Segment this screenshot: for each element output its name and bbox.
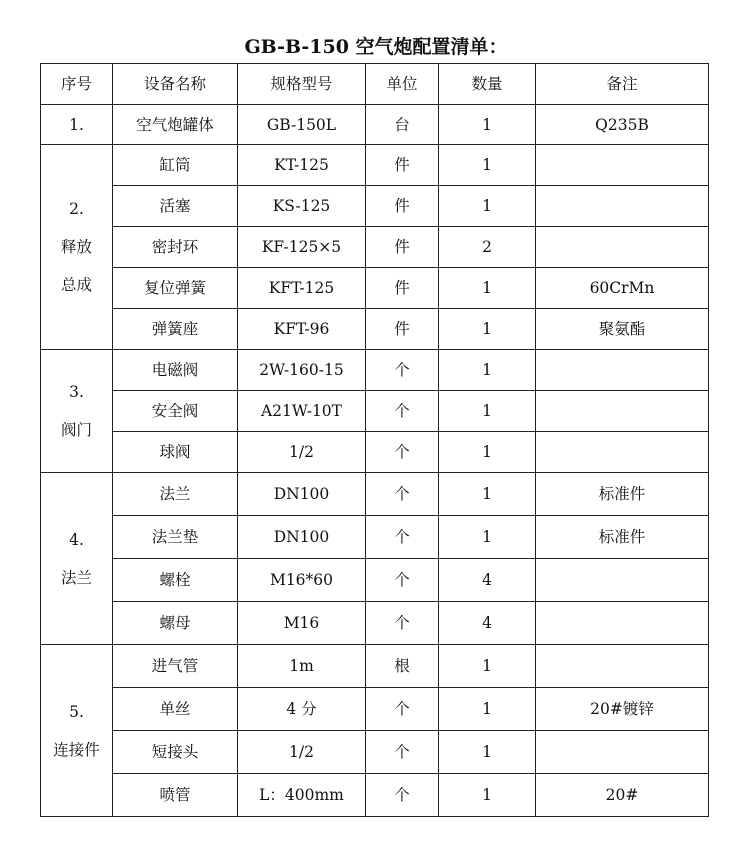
table-row <box>41 391 709 432</box>
group-number: 1. <box>69 115 84 134</box>
cell-spec: KFT-125 <box>238 268 366 309</box>
cell-unit: 根 <box>366 645 439 688</box>
cell-name: 活塞 <box>113 186 238 227</box>
table-row <box>41 145 709 186</box>
cell-name: 电磁阀 <box>113 350 238 391</box>
cell-name: 弹簧座 <box>113 309 238 350</box>
group-number: 3. <box>69 383 84 401</box>
cell-name: 短接头 <box>113 731 238 774</box>
table-row <box>41 559 709 602</box>
cell-qty: 1 <box>439 268 536 309</box>
cell-spec: KF-125×5 <box>238 227 366 268</box>
cell-unit: 个 <box>366 350 439 391</box>
cell-unit: 件 <box>366 145 439 186</box>
cell-name: 空气炮罐体 <box>113 105 238 145</box>
cell-qty: 1 <box>439 645 536 688</box>
cell-note: 60CrMn <box>536 268 709 309</box>
cell-spec: 2W-160-15 <box>238 350 366 391</box>
table-row <box>41 227 709 268</box>
cell-unit: 个 <box>366 473 439 516</box>
cell-note <box>536 350 709 391</box>
cell-qty: 4 <box>439 602 536 645</box>
header-qty: 数量 <box>439 64 536 105</box>
cell-name: 密封环 <box>113 227 238 268</box>
header-spec: 规格型号 <box>238 64 366 105</box>
table-row <box>41 731 709 774</box>
header-unit: 单位 <box>366 64 439 105</box>
config-table <box>40 63 709 817</box>
cell-spec: A21W-10T <box>238 391 366 432</box>
cell-spec: GB-150L <box>238 105 366 145</box>
cell-qty: 1 <box>439 186 536 227</box>
table-row <box>41 186 709 227</box>
cell-unit: 个 <box>366 559 439 602</box>
table-row <box>41 473 709 516</box>
cell-note: 聚氨酯 <box>536 309 709 350</box>
group-number: 2. <box>69 200 84 218</box>
cell-qty: 1 <box>439 105 536 145</box>
cell-spec: KS-125 <box>238 186 366 227</box>
cell-note <box>536 227 709 268</box>
cell-unit: 个 <box>366 688 439 731</box>
cell-qty: 1 <box>439 145 536 186</box>
cell-spec: KFT-96 <box>238 309 366 350</box>
cell-note: Q235B <box>536 105 709 145</box>
cell-note <box>536 391 709 432</box>
cell-name: 单丝 <box>113 688 238 731</box>
cell-spec: DN100 <box>238 516 366 559</box>
header-no: 序号 <box>41 64 113 105</box>
table-row <box>41 309 709 350</box>
cell-note <box>536 602 709 645</box>
cell-note: 标准件 <box>536 473 709 516</box>
cell-name: 复位弹簧 <box>113 268 238 309</box>
cell-spec: DN100 <box>238 473 366 516</box>
cell-spec: 4 分 <box>238 688 366 731</box>
table-row <box>41 645 709 688</box>
cell-qty: 1 <box>439 350 536 391</box>
cell-spec: M16 <box>238 602 366 645</box>
cell-note <box>536 186 709 227</box>
table-row <box>41 432 709 473</box>
table-row <box>41 688 709 731</box>
cell-spec: M16*60 <box>238 559 366 602</box>
cell-note <box>536 559 709 602</box>
cell-name: 缸筒 <box>113 145 238 186</box>
cell-note: 20# <box>536 774 709 817</box>
cell-unit: 个 <box>366 774 439 817</box>
cell-qty: 1 <box>439 391 536 432</box>
cell-name: 喷管 <box>113 774 238 817</box>
cell-unit: 个 <box>366 731 439 774</box>
cell-qty: 1 <box>439 309 536 350</box>
cell-name: 螺母 <box>113 602 238 645</box>
cell-note <box>536 432 709 473</box>
cell-qty: 1 <box>439 516 536 559</box>
cell-qty: 1 <box>439 774 536 817</box>
cell-unit: 个 <box>366 432 439 473</box>
cell-note: 标准件 <box>536 516 709 559</box>
group-number: 5. <box>69 702 84 721</box>
header-row <box>41 64 709 105</box>
cell-qty: 1 <box>439 473 536 516</box>
cell-unit: 件 <box>366 309 439 350</box>
table-row <box>41 350 709 391</box>
cell-unit: 个 <box>366 391 439 432</box>
group-cell <box>41 105 113 145</box>
cell-unit: 个 <box>366 602 439 645</box>
table-row <box>41 105 709 145</box>
cell-spec: 1/2 <box>238 731 366 774</box>
cell-spec: 1/2 <box>238 432 366 473</box>
group-cell <box>41 473 113 645</box>
header-note: 备注 <box>536 64 709 105</box>
group-label: 释放 总成 <box>60 238 92 294</box>
cell-spec: KT-125 <box>238 145 366 186</box>
table-row <box>41 516 709 559</box>
table-row <box>41 774 709 817</box>
cell-name: 法兰垫 <box>113 516 238 559</box>
cell-unit: 台 <box>366 105 439 145</box>
cell-unit: 件 <box>366 227 439 268</box>
header-name: 设备名称 <box>113 64 238 105</box>
cell-name: 法兰 <box>113 473 238 516</box>
group-label: 连接件 <box>53 740 100 759</box>
cell-qty: 1 <box>439 432 536 473</box>
cell-qty: 2 <box>439 227 536 268</box>
cell-note <box>536 731 709 774</box>
table-body <box>41 105 709 817</box>
page-title: GB-B-150 空气炮配置清单： <box>244 36 508 58</box>
cell-qty: 1 <box>439 731 536 774</box>
table-row <box>41 268 709 309</box>
group-number: 4. <box>69 530 84 549</box>
cell-spec: L：400mm <box>238 774 366 817</box>
cell-note <box>536 145 709 186</box>
group-cell <box>41 645 113 817</box>
cell-unit: 件 <box>366 186 439 227</box>
cell-unit: 件 <box>366 268 439 309</box>
cell-qty: 4 <box>439 559 536 602</box>
cell-unit: 个 <box>366 516 439 559</box>
cell-name: 螺栓 <box>113 559 238 602</box>
cell-name: 球阀 <box>113 432 238 473</box>
cell-note: 20#镀锌 <box>536 688 709 731</box>
cell-qty: 1 <box>439 688 536 731</box>
table-row <box>41 602 709 645</box>
group-cell <box>41 145 113 350</box>
cell-name: 安全阀 <box>113 391 238 432</box>
cell-note <box>536 645 709 688</box>
group-label: 法兰 <box>60 568 92 587</box>
cell-name: 进气管 <box>113 645 238 688</box>
group-cell <box>41 350 113 473</box>
group-label: 阀门 <box>60 421 92 439</box>
cell-spec: 1m <box>238 645 366 688</box>
